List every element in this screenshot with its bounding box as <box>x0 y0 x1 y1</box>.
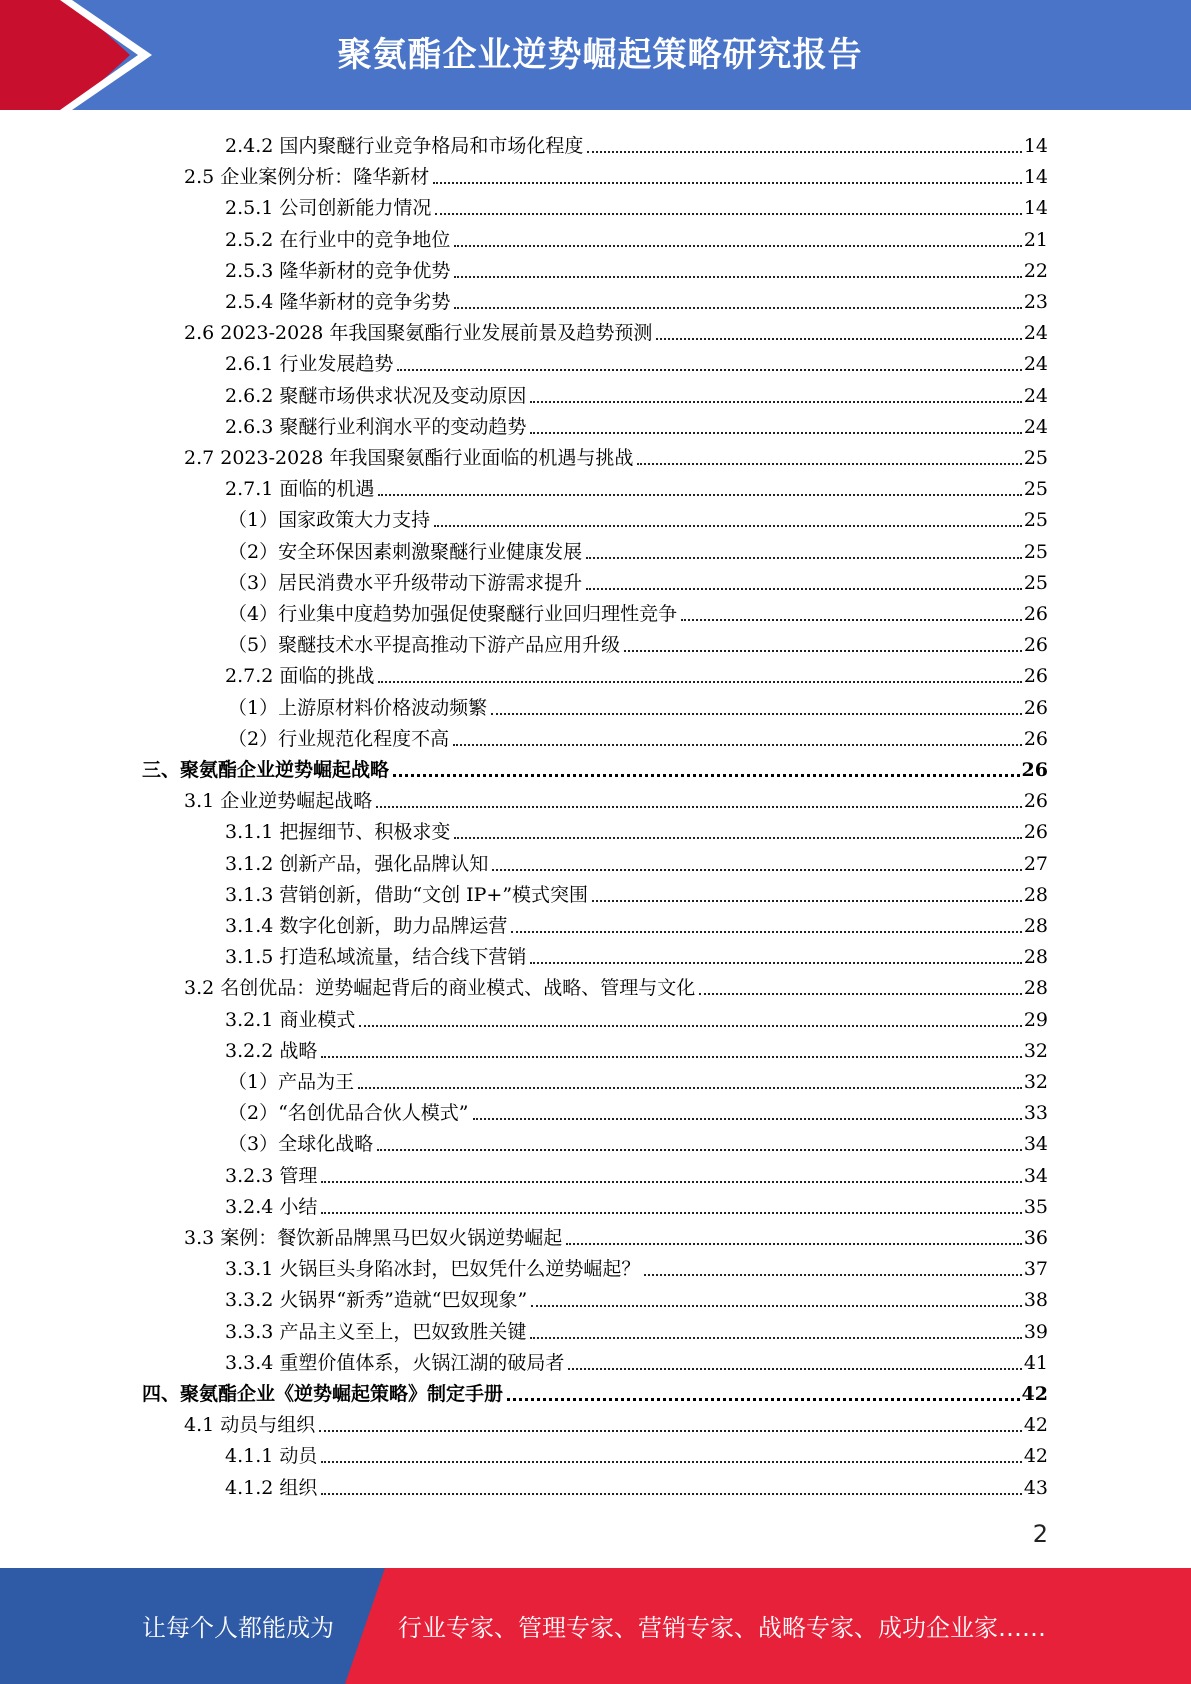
toc-entry-label: （3）居民消费水平升级带动下游需求提升 <box>228 571 583 594</box>
toc-entry-page: 26 <box>1023 821 1048 844</box>
toc-dot-leader <box>586 588 1022 590</box>
toc-entry-page: 26 <box>1023 790 1048 813</box>
toc-entry[interactable] <box>225 1157 1048 1188</box>
toc-entry-label: （1）产品为王 <box>228 1071 355 1093</box>
toc-dot-leader <box>507 1398 1020 1401</box>
toc-entry-page: 28 <box>1023 977 1048 1000</box>
toc-entry[interactable] <box>225 876 1048 907</box>
toc-dot-leader <box>393 774 1020 777</box>
toc-dot-leader <box>359 1025 1021 1027</box>
toc-entry[interactable] <box>225 377 1048 408</box>
toc-entry-page: 25 <box>1023 571 1048 594</box>
toc-dot-leader <box>592 900 1022 902</box>
toc-entry[interactable] <box>184 1406 1048 1437</box>
toc-entry[interactable] <box>228 1063 1048 1094</box>
toc-dot-leader <box>397 369 1021 371</box>
toc-dot-leader <box>530 1337 1021 1339</box>
toc-dot-leader <box>587 151 1021 153</box>
toc-entry-page: 22 <box>1023 259 1048 282</box>
toc-entry[interactable] <box>184 314 1048 345</box>
toc-entry-page: 26 <box>1023 634 1048 657</box>
toc-entry-page: 39 <box>1023 1320 1048 1343</box>
toc-entry-page: 37 <box>1023 1258 1048 1281</box>
toc-entry-page: 25 <box>1023 540 1048 563</box>
toc-dot-leader <box>453 744 1022 746</box>
toc-entry[interactable] <box>228 1094 1048 1125</box>
toc-dot-leader <box>454 307 1021 309</box>
toc-entry[interactable] <box>225 1437 1048 1468</box>
toc-entry-page: 14 <box>1023 135 1048 157</box>
toc-dot-leader <box>321 1493 1021 1495</box>
toc-entry-label: 2.5 企业案例分析：隆华新材 <box>184 166 430 189</box>
toc-entry[interactable] <box>184 1219 1048 1250</box>
toc-entry-page: 36 <box>1023 1227 1048 1249</box>
toc-entry[interactable] <box>225 813 1048 844</box>
toc-entry-page: 24 <box>1023 353 1048 376</box>
toc-dot-leader <box>473 1118 1022 1120</box>
toc-entry[interactable] <box>225 938 1048 969</box>
toc-entry[interactable] <box>225 408 1048 439</box>
toc-entry-label: （5）聚醚技术水平提高推动下游产品应用升级 <box>228 634 621 657</box>
toc-entry-label: 3.1.1 把握细节、积极求变 <box>225 821 451 844</box>
toc-entry-page: 38 <box>1023 1289 1048 1312</box>
toc-entry-label: 2.7 2023-2028 年我国聚氨酯行业面临的机遇与挑战 <box>184 447 634 469</box>
toc-entry-label: （4）行业集中度趋势加强促使聚醚行业回归理性竞争 <box>228 603 678 625</box>
toc-entry-label: （2）“名创优品合伙人模式” <box>228 1102 469 1125</box>
toc-entry[interactable] <box>225 1469 1048 1500</box>
toc-entry-label: （2）安全环保因素刺激聚醚行业健康发展 <box>228 540 583 563</box>
toc-dot-leader <box>511 931 1021 933</box>
toc-entry[interactable] <box>228 626 1048 657</box>
toc-entry-page: 28 <box>1023 915 1048 937</box>
toc-entry-page: 43 <box>1023 1476 1048 1499</box>
toc-entry[interactable] <box>184 158 1048 189</box>
toc-entry-page: 28 <box>1023 883 1048 906</box>
toc-entry-page: 24 <box>1023 415 1048 438</box>
toc-entry-label: 4.1.2 组织 <box>225 1476 318 1499</box>
document-title: 聚氨酯企业逆势崛起策略研究报告 <box>337 35 863 75</box>
toc-entry-label: 3.2.1 商业模式 <box>225 1008 356 1031</box>
toc-dot-leader <box>454 276 1021 278</box>
header-red-chevron <box>0 0 130 110</box>
toc-entry[interactable] <box>225 657 1048 688</box>
toc-entry-page: 25 <box>1023 478 1048 501</box>
toc-entry[interactable] <box>228 564 1048 595</box>
toc-entry-page: 14 <box>1023 166 1048 189</box>
toc-entry[interactable] <box>228 595 1048 626</box>
footer-slogan-right: 行业专家、管理专家、营销专家、战略专家、成功企业家…… <box>398 1614 1046 1642</box>
toc-entry-page: 14 <box>1023 197 1048 220</box>
toc-entry[interactable] <box>225 127 1048 158</box>
toc-entry[interactable] <box>184 439 1048 470</box>
toc-entry[interactable] <box>225 470 1048 501</box>
toc-entry-label: （1）上游原材料价格波动频繁 <box>228 696 488 719</box>
toc-dot-leader <box>492 869 1021 871</box>
toc-entry-page: 26 <box>1021 759 1048 781</box>
toc-dot-leader <box>321 1461 1021 1463</box>
toc-entry-page: 34 <box>1023 1133 1048 1156</box>
toc-entry-label: 2.5.2 在行业中的竞争地位 <box>225 228 451 251</box>
toc-entry-label: 三、聚氨酯企业逆势崛起战略 <box>142 759 390 781</box>
toc-entry[interactable] <box>142 1375 1048 1406</box>
toc-dot-leader <box>378 681 1021 683</box>
toc-entry-page: 21 <box>1023 228 1048 251</box>
toc-entry-page: 26 <box>1023 727 1048 750</box>
toc-entry[interactable] <box>225 1032 1048 1063</box>
toc-entry-page: 42 <box>1023 1445 1048 1468</box>
toc-dot-leader <box>531 1305 1022 1307</box>
toc-entry-page: 32 <box>1023 1071 1048 1093</box>
toc-entry[interactable] <box>228 533 1048 564</box>
toc-entry-label: 2.6.3 聚醚行业利润水平的变动趋势 <box>225 415 527 438</box>
toc-entry[interactable] <box>142 751 1048 782</box>
toc-entry-label: 3.1.5 打造私域流量，结合线下营销 <box>225 946 527 969</box>
footer-slogan-left: 让每个人都能成为 <box>142 1614 334 1642</box>
toc-entry-label: 3.2.3 管理 <box>225 1164 318 1187</box>
toc-entry-page: 42 <box>1023 1414 1048 1437</box>
toc-entry-label: 2.5.3 隆华新材的竞争优势 <box>225 259 451 282</box>
toc-entry[interactable] <box>225 1001 1048 1032</box>
toc-entry[interactable] <box>225 283 1048 314</box>
toc-entry-page: 24 <box>1023 322 1048 345</box>
toc-entry-label: 3.2 名创优品：逆势崛起背后的商业模式、战略、管理与文化 <box>184 977 696 1000</box>
page-header <box>0 0 1191 110</box>
toc-entry-label: 3.3 案例：餐饮新品牌黑马巴奴火锅逆势崛起 <box>184 1227 563 1249</box>
toc-entry-label: 2.5.4 隆华新材的竞争劣势 <box>225 291 451 313</box>
toc-dot-leader <box>699 993 1022 995</box>
toc-dot-leader <box>358 1087 1022 1089</box>
toc-entry[interactable] <box>225 1188 1048 1219</box>
toc-dot-leader <box>321 1056 1021 1058</box>
toc-entry[interactable] <box>225 1344 1048 1375</box>
toc-entry-label: 2.6.1 行业发展趋势 <box>225 353 394 376</box>
toc-entry-label: 2.7.2 面临的挑战 <box>225 665 375 688</box>
toc-dot-leader <box>433 182 1022 184</box>
toc-dot-leader <box>530 401 1021 403</box>
toc-entry-page: 42 <box>1021 1383 1048 1405</box>
toc-dot-leader <box>530 432 1021 434</box>
toc-entry-label: 3.3.3 产品主义至上，巴奴致胜关键 <box>225 1320 527 1343</box>
toc-dot-leader <box>454 245 1021 247</box>
toc-entry[interactable] <box>225 345 1048 376</box>
toc-dot-leader <box>321 1212 1021 1214</box>
toc-entry-label: （2）行业规范化程度不高 <box>228 727 450 750</box>
toc-entry-page: 28 <box>1023 946 1048 969</box>
toc-entry[interactable] <box>225 845 1048 876</box>
toc-entry[interactable] <box>184 969 1048 1000</box>
toc-dot-leader <box>530 962 1021 964</box>
toc-entry-label: 2.5.1 公司创新能力情况 <box>225 197 432 220</box>
toc-entry[interactable] <box>228 501 1048 532</box>
toc-entry-label: 3.1 企业逆势崛起战略 <box>184 790 373 813</box>
toc-entry-page: 25 <box>1023 447 1048 469</box>
toc-dot-leader <box>377 1149 1022 1151</box>
toc-dot-leader <box>435 213 1021 215</box>
page-footer <box>0 1568 1191 1684</box>
toc-dot-leader <box>656 338 1021 340</box>
toc-entry-page: 26 <box>1023 603 1048 625</box>
toc-entry-label: 3.3.4 重塑价值体系，火锅江湖的破局者 <box>225 1351 565 1374</box>
toc-entry-label: 3.3.2 火锅界“新秀”造就“巴奴现象” <box>225 1289 528 1312</box>
toc-dot-leader <box>637 463 1021 465</box>
toc-entry-page: 26 <box>1023 696 1048 719</box>
toc-dot-leader <box>644 1274 1021 1276</box>
toc-entry-page: 34 <box>1023 1164 1048 1187</box>
toc-entry[interactable] <box>225 1313 1048 1344</box>
toc-entry-label: 3.3.1 火锅巨头身陷冰封，巴奴凭什么逆势崛起？ <box>225 1258 641 1281</box>
toc-entry-label: 4.1.1 动员 <box>225 1445 318 1468</box>
toc-dot-leader <box>319 1430 1022 1432</box>
toc-entry[interactable] <box>225 907 1048 938</box>
toc-entry[interactable] <box>225 1250 1048 1281</box>
toc-entry[interactable] <box>225 221 1048 252</box>
toc-entry-label: 3.2.2 战略 <box>225 1039 318 1062</box>
toc-entry-page: 26 <box>1023 665 1048 688</box>
toc-entry-page: 23 <box>1023 291 1048 313</box>
toc-entry[interactable] <box>228 720 1048 751</box>
toc-entry-label: 2.6 2023-2028 年我国聚氨酯行业发展前景及趋势预测 <box>184 322 653 345</box>
toc-entry[interactable] <box>225 1281 1048 1312</box>
toc-dot-leader <box>491 713 1022 715</box>
toc-dot-leader <box>321 1181 1021 1183</box>
toc-entry-page: 41 <box>1023 1351 1048 1374</box>
toc-dot-leader <box>586 557 1022 559</box>
toc-entry[interactable] <box>228 689 1048 720</box>
toc-entry-label: 2.6.2 聚醚市场供求状况及变动原因 <box>225 384 527 407</box>
toc-entry-label: 四、聚氨酯企业《逆势崛起策略》制定手册 <box>142 1383 504 1405</box>
toc-dot-leader <box>566 1243 1022 1245</box>
toc-entry-page: 35 <box>1023 1195 1048 1218</box>
toc-entry-page: 29 <box>1023 1008 1048 1031</box>
toc-entry-page: 33 <box>1023 1102 1048 1125</box>
toc-entry-page: 25 <box>1023 509 1048 532</box>
toc-dot-leader <box>624 650 1022 652</box>
page-number: 2 <box>1032 1520 1048 1548</box>
toc-entry-label: （1）国家政策大力支持 <box>228 509 431 532</box>
toc-entry-page: 24 <box>1023 384 1048 407</box>
toc-entry-page: 32 <box>1023 1039 1048 1062</box>
toc-entry[interactable] <box>184 782 1048 813</box>
toc-entry-page: 27 <box>1023 852 1048 875</box>
toc-entry-label: 3.1.4 数字化创新，助力品牌运营 <box>225 915 508 937</box>
toc-dot-leader <box>568 1368 1021 1370</box>
toc-dot-leader <box>434 525 1022 527</box>
toc-entry-label: 4.1 动员与组织 <box>184 1414 316 1437</box>
toc-entry-label: 3.1.3 营销创新，借助“文创 IP+”模式突围 <box>225 883 589 906</box>
toc-entry-label: （3）全球化战略 <box>228 1133 374 1156</box>
toc-entry[interactable] <box>225 189 1048 220</box>
toc-dot-leader <box>681 619 1022 621</box>
toc-dot-leader <box>378 494 1021 496</box>
toc-entry[interactable] <box>228 1125 1048 1156</box>
toc-entry-label: 2.7.1 面临的机遇 <box>225 478 375 501</box>
toc-dot-leader <box>376 806 1022 808</box>
toc-entry-label: 3.2.4 小结 <box>225 1195 318 1218</box>
toc-entry-label: 3.1.2 创新产品，强化品牌认知 <box>225 852 489 875</box>
toc-dot-leader <box>454 837 1021 839</box>
toc-entry-label: 2.4.2 国内聚醚行业竞争格局和市场化程度 <box>225 135 584 157</box>
toc-entry[interactable] <box>225 252 1048 283</box>
